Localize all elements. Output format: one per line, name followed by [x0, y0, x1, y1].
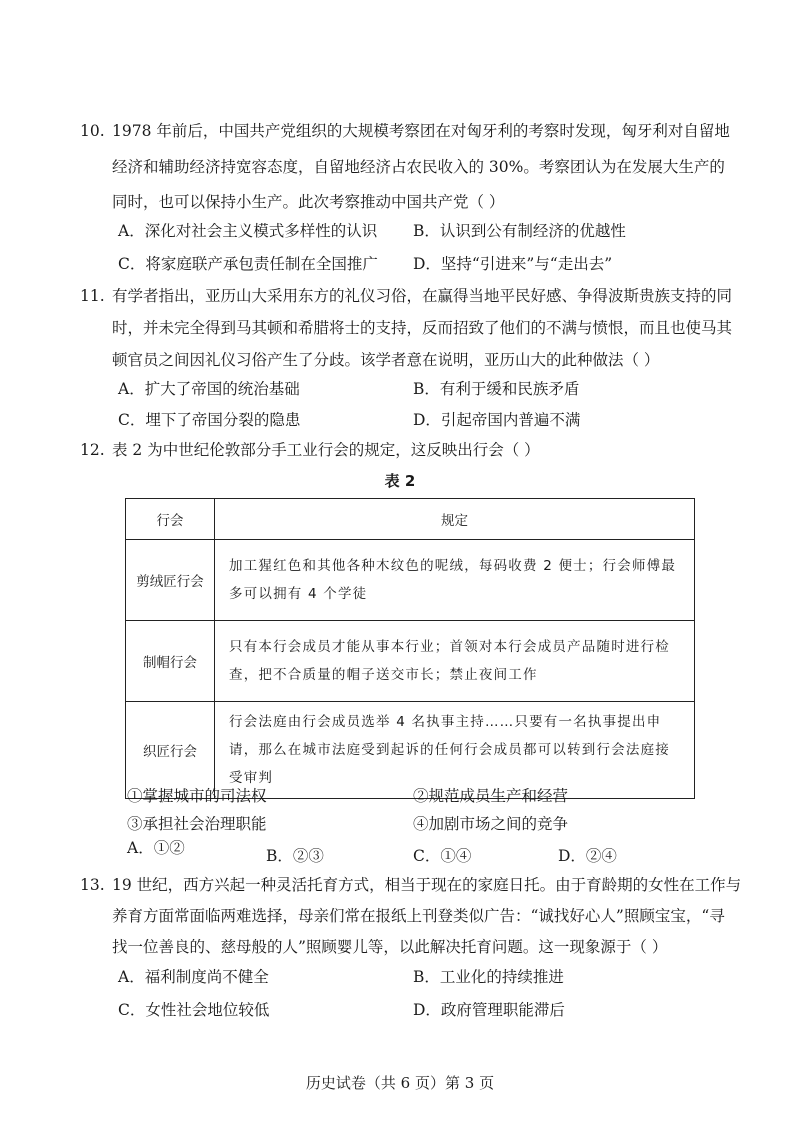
question-stem-line: 找一位善良的、慈母般的人”照顾婴儿等，以此解决托育问题。这一现象源于（ ）: [112, 938, 668, 956]
question-number: 10.: [80, 122, 105, 140]
statement-1: ①掌握城市的司法权: [127, 787, 267, 805]
option-d: D．②④: [558, 847, 617, 865]
guild-name-cell: 剪绒匠行会: [126, 540, 215, 621]
guild-name-cell: 织匠行会: [126, 702, 215, 799]
question-stem-line: 时，并未完全得到马其顿和希腊将士的支持，反而招致了他们的不满与愤恨，而且也使马其: [112, 319, 733, 337]
guild-rules-table: [125, 498, 695, 799]
option-a: A．①②: [127, 839, 185, 857]
option-a: A．扩大了帝国的统治基础: [118, 380, 300, 398]
statement-2: ②规范成员生产和经营: [413, 787, 569, 805]
option-b: B．工业化的持续推进: [413, 968, 564, 986]
question-stem-line: 顿官员之间因礼仪习俗产生了分歧。该学者意在说明，亚历山大的此种做法（ ）: [112, 351, 660, 369]
question-number: 13.: [80, 876, 105, 894]
table-header-cell: 规定: [215, 499, 695, 540]
option-a: A．深化对社会主义模式多样性的认识: [118, 222, 378, 240]
page-footer: 历史试卷（共 6 页）第 3 页: [305, 1074, 495, 1092]
statement-3: ③承担社会治理职能: [127, 815, 267, 833]
option-d: D．政府管理职能滞后: [413, 1001, 565, 1019]
question-stem-line: 经济和辅助经济持宽容态度，自留地经济占农民收入的 30%。考察团认为在发展大生产的: [112, 158, 725, 176]
table-header-cell: 行会: [126, 499, 215, 540]
question-number: 11.: [80, 287, 105, 305]
table-row: [126, 621, 695, 702]
table-header-row: [126, 499, 695, 540]
guild-rule-cell: 行会法庭由行会成员选举 4 名执事主持……只要有一名执事提出申请，那么在城市法庭受到起诉的任何行会成员都可以转到行会法庭接受审判: [215, 702, 695, 799]
question-stem-line: 表 2 为中世纪伦敦部分手工业行会的规定，这反映出行会（ ）: [112, 441, 540, 459]
option-c: C．将家庭联产承包责任制在全国推广: [118, 255, 378, 273]
option-c: C．女性社会地位较低: [118, 1001, 270, 1019]
guild-rule-cell: 只有本行会成员才能从事本行业；首领对本行会成员产品随时进行检查，把不合质量的帽子送交市长；禁止夜间工作: [215, 621, 695, 702]
option-b: B．②③: [266, 847, 324, 865]
option-c: C．埋下了帝国分裂的隐患: [118, 411, 301, 429]
guild-name-cell: 制帽行会: [126, 621, 215, 702]
statement-4: ④加剧市场之间的竞争: [413, 815, 569, 833]
question-stem-line: 19 世纪，西方兴起一种灵活托育方式，相当于现在的家庭日托。由于育龄期的女性在工作与: [112, 876, 742, 894]
option-a: A．福利制度尚不健全: [118, 968, 269, 986]
question-stem-line: 1978 年前后，中国共产党组织的大规模考察团在对匈牙利的考察时发现，匈牙利对自留地: [112, 122, 730, 140]
option-d: D．坚持“引进来”与“走出去”: [413, 255, 613, 273]
question-number: 12.: [80, 441, 105, 459]
option-c: C．①④: [413, 847, 472, 865]
option-d: D．引起帝国内普遍不满: [413, 411, 581, 429]
option-b: B．认识到公有制经济的优越性: [413, 222, 626, 240]
table-title: 表 2: [384, 472, 416, 490]
question-stem-line: 养育方面常面临两难选择，母亲们常在报纸上刊登类似广告：“诚找好心人”照顾宝宝，“寻: [112, 907, 725, 925]
question-stem-line: 同时，也可以保持小生产。此次考察推动中国共产党（ ）: [112, 193, 505, 211]
guild-rule-cell: 加工猩红色和其他各种木纹色的呢绒，每码收费 2 便士；行会师傅最多可以拥有 4 个学徒: [215, 540, 695, 621]
option-b: B．有利于缓和民族矛盾: [413, 380, 580, 398]
table-row: [126, 702, 695, 799]
question-stem-line: 有学者指出，亚历山大采用东方的礼仪习俗，在赢得当地平民好感、争得波斯贵族支持的同: [112, 287, 733, 305]
table-row: [126, 540, 695, 621]
